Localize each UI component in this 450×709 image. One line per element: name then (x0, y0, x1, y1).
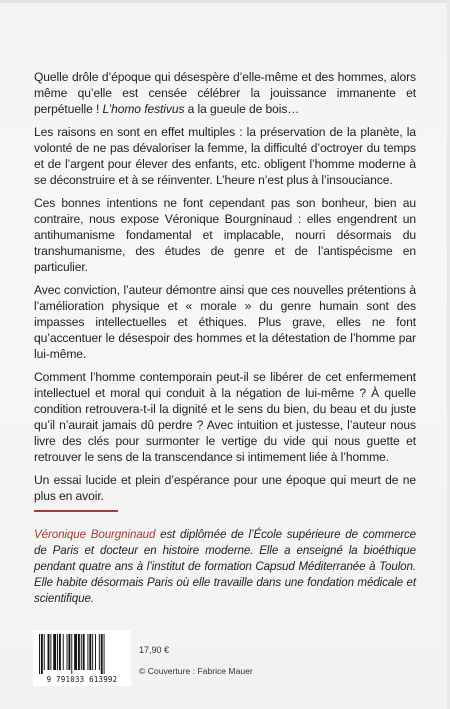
blurb-p1-text: Quelle drôle d’époque qui désespère d’elle-même et des hommes, alors même qu’elle est censée célébrer la jouissance immanente et perpétuelle ! (34, 70, 416, 116)
barcode-bar (87, 634, 88, 670)
barcode-bar (89, 634, 91, 670)
author-name: Véronique Bourgninaud (34, 528, 156, 541)
isbn-number: 9 791033 613992 (46, 675, 118, 684)
blurb-paragraph-6: Un essai lucide et plein d’espérance pour une époque qui meurt de ne plus en avoir. (34, 473, 416, 503)
barcode-bar (41, 634, 43, 674)
barcode-bar (57, 634, 58, 670)
barcode-bar (71, 634, 72, 674)
barcode-bar (59, 634, 61, 670)
blurb-paragraph-1 (34, 69, 416, 117)
barcode-bar (83, 634, 85, 670)
barcode-bar (74, 634, 77, 670)
blurb-paragraph-2: Les raisons en sont en effet multiples : la préservation de la planète, la volonté de ne pas dévaloriser la femme, la difficulté d’octroyer du temps et de l’argent pour élever des enfants, etc. obligent l’homme moderne à se déconstruire et à se réinventer. L’heure n’est plus à l’insouciance. (34, 125, 416, 187)
blurb-p1-italic: L’homo festivus (102, 102, 185, 116)
barcode-bar (99, 634, 100, 670)
barcode-bar (68, 634, 70, 670)
barcode-bar (104, 634, 105, 674)
blurb-paragraph-5: Comment l’homme contemporain peut-il se libérer de cet enfermement intellectuel et moral qui conduit à la négation de lui-même ? À quelle condition retrouvera-t-il la dignité et le sens du bien, du beau et du juste qu’il n’aurait jamais dû perdre ? Avec intuition et justesse, l’auteur nous livre des clés pour surmonter le vertige du vide qui nous guette et retrouver le sens de la transcendance si intimement liée à l’homme. (34, 370, 416, 464)
barcode-bar (63, 634, 64, 670)
barcode-bar (39, 634, 40, 674)
barcode-bar (48, 634, 50, 670)
barcode-bar (101, 634, 103, 674)
cover-top-edge (0, 0, 450, 3)
barcode-bar (50, 634, 51, 670)
price-label: 17,90 € (139, 645, 170, 655)
isbn-barcode (33, 630, 131, 686)
barcode-bar (92, 634, 93, 670)
author-bio (34, 527, 416, 607)
barcode-bar (44, 634, 45, 670)
barcode-bar (78, 634, 80, 670)
blurb-paragraph-3: Ces bonnes intentions ne font cependant pas son bonheur, bien au contraire, nous expose Véronique Bourgninaud : elles engendrent un antihumanisme fondamental et implacable, nourri désormais du transhumanisme, des études de genre et de l’antispécisme en particulier. (34, 196, 416, 274)
blurb-paragraph-4: Avec conviction, l’auteur démontre ainsi que ces nouvelles prétentions à l’amélioration physique et « morale » du genre humain sont des impasses intellectuelles et éthiques. Plus grave, elles ne font qu’accentuer le désespoir des hommes et la détestation de l’homme par lui-même. (34, 283, 416, 361)
blurb (34, 69, 416, 511)
cover-credit: © Couverture : Fabrice Mauer (139, 666, 253, 676)
author-bio-text: est diplômée de l’École supérieure de commerce de Paris et docteur en histoire moderne. Elle a enseigné la bioéthique pendant quatre ans à l’institut de formation Capsud Méditerranée à Toulon. Elle habite désormais Paris où elle travaille dans une fondation médicale et scientifique. (34, 528, 417, 605)
section-divider (34, 510, 118, 512)
barcode-bars (39, 634, 125, 674)
barcode-bar (95, 634, 96, 670)
barcode-bar (53, 634, 56, 670)
barcode-bar (81, 634, 82, 670)
barcode-bar (67, 634, 68, 670)
blurb-p1-end: a la gueule de bois… (187, 102, 300, 116)
